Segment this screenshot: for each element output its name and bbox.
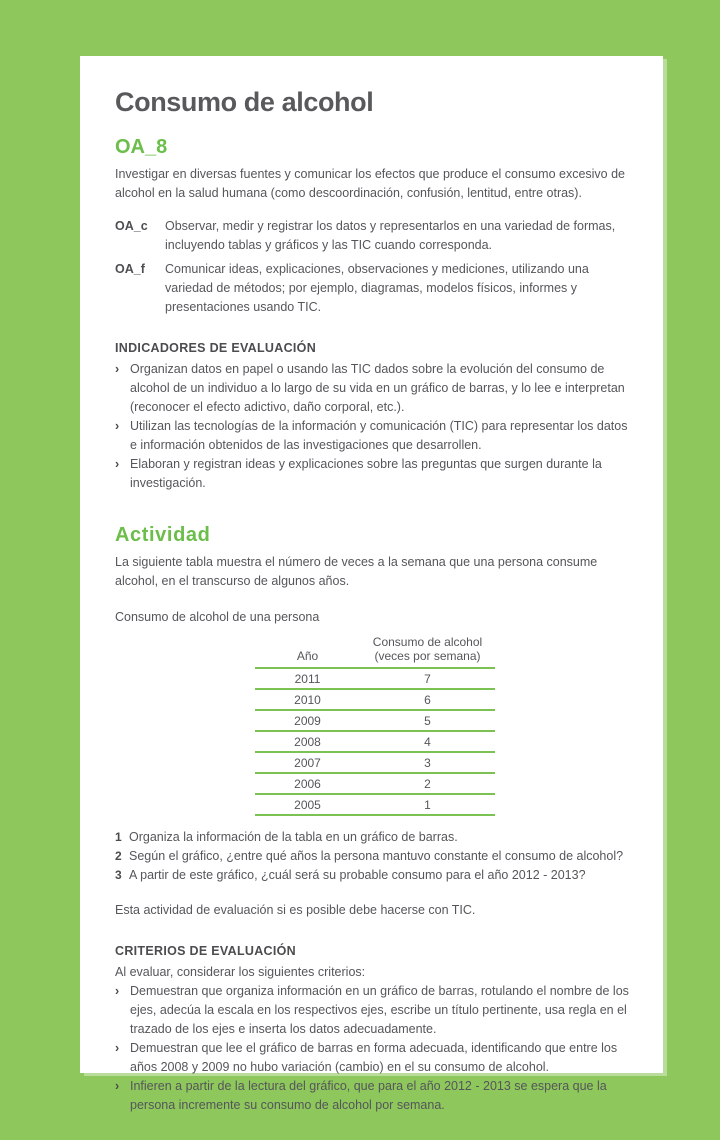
table-caption: Consumo de alcohol de una persona xyxy=(115,610,320,624)
table-row xyxy=(255,773,495,794)
value-cell: 7 xyxy=(360,668,495,689)
bullet-icon: › xyxy=(115,1041,120,1055)
question-text: Según el gráfico, ¿entre qué años la persona mantuvo constante el consumo de alcohol? xyxy=(129,849,624,863)
question-text: A partir de este gráfico, ¿cuál será su probable consumo para el año 2012 - 2013? xyxy=(129,868,586,882)
table-header xyxy=(255,635,495,668)
column-header-consumption xyxy=(360,635,495,668)
criteria-intro: Al evaluar, considerar los siguientes criterios: xyxy=(115,965,366,979)
question-number: 3 xyxy=(115,868,122,882)
value-cell: 1 xyxy=(360,794,495,815)
criteria-list xyxy=(115,982,633,1115)
list-item xyxy=(115,982,633,1039)
activity-heading: Actividad xyxy=(115,524,211,546)
year-cell: 2011 xyxy=(255,668,360,689)
table-row xyxy=(255,710,495,731)
table-row xyxy=(255,752,495,773)
year-cell: 2008 xyxy=(255,731,360,752)
indicator-text: Organizan datos en papel o usando las TIC dados sobre la evolución del consumo de alcohol de un individuo a lo largo de su vida en un gráfico de barras, y lo lee e interpretan (reconocer el efecto adictivo, daño corporal, etc.). xyxy=(130,362,625,414)
criteria-text: Infieren a partir de la lectura del gráfico, que para el año 2012 - 2013 se espera que la persona incremente su consumo de alcohol por semana. xyxy=(130,1079,607,1112)
question-item xyxy=(115,866,633,885)
tic-note: Esta actividad de evaluación si es posible debe hacerse con TIC. xyxy=(115,903,476,917)
oa-item xyxy=(115,260,633,317)
activity-intro: La siguiente tabla muestra el número de veces a la semana que una persona consume alcohol, en el transcurso de algunos años. xyxy=(115,555,598,588)
year-cell: 2007 xyxy=(255,752,360,773)
table-row xyxy=(255,668,495,689)
column-header-line1: Consumo de alcohol xyxy=(372,635,483,649)
list-item xyxy=(115,1039,633,1077)
table-row xyxy=(255,794,495,815)
criteria-heading: CRITERIOS DE EVALUACIÓN xyxy=(115,944,296,958)
oa-item-text: Observar, medir y registrar los datos y representarlos en una variedad de formas, incluyendo tablas y gráficos y las TIC cuando corresponda. xyxy=(165,219,616,252)
value-cell: 4 xyxy=(360,731,495,752)
table-row xyxy=(255,689,495,710)
consumption-table xyxy=(255,635,495,816)
list-item xyxy=(115,1077,633,1115)
indicators-list xyxy=(115,360,633,493)
year-cell: 2010 xyxy=(255,689,360,710)
oa-items-list xyxy=(115,217,633,317)
value-cell: 5 xyxy=(360,710,495,731)
question-number: 1 xyxy=(115,830,122,844)
indicators-heading: INDICADORES DE EVALUACIÓN xyxy=(115,341,317,355)
table-row xyxy=(255,731,495,752)
value-cell: 3 xyxy=(360,752,495,773)
year-cell: 2005 xyxy=(255,794,360,815)
criteria-text: Demuestran que lee el gráfico de barras en forma adecuada, identificando que entre los años 2008 y 2009 no hubo variación (cambio) en el su consumo de alcohol. xyxy=(130,1041,618,1074)
oa-item xyxy=(115,217,633,255)
column-header-line2: (veces por semana) xyxy=(374,649,481,663)
oa-item-code: OA_f xyxy=(115,262,145,276)
list-item xyxy=(115,360,633,417)
value-cell: 2 xyxy=(360,773,495,794)
question-item xyxy=(115,847,633,866)
question-number: 2 xyxy=(115,849,122,863)
year-cell: 2009 xyxy=(255,710,360,731)
year-cell: 2006 xyxy=(255,773,360,794)
bullet-icon: › xyxy=(115,457,120,471)
indicator-text: Elaboran y registran ideas y explicaciones sobre las preguntas que surgen durante la investigación. xyxy=(130,457,602,490)
oa8-heading: OA_8 xyxy=(115,136,168,158)
oa8-description: Investigar en diversas fuentes y comunicar los efectos que produce el consumo excesivo de alcohol en la salud humana (como descoordinación, confusión, lentitud, entre otras). xyxy=(115,167,625,200)
oa-item-text: Comunicar ideas, explicaciones, observaciones y mediciones, utilizando una variedad de métodos; por ejemplo, diagramas, modelos físicos, informes y presentaciones usando TIC. xyxy=(165,262,589,314)
question-item xyxy=(115,828,633,847)
oa-item-code: OA_c xyxy=(115,219,148,233)
list-item xyxy=(115,417,633,455)
document-page xyxy=(80,56,663,1112)
list-item xyxy=(115,455,633,493)
questions-list xyxy=(115,828,633,885)
indicator-text: Utilizan las tecnologías de la información y comunicación (TIC) para representar los datos e información obtenidos de las investigaciones que desarrollen. xyxy=(130,419,628,452)
question-text: Organiza la información de la tabla en un gráfico de barras. xyxy=(129,830,458,844)
value-cell: 6 xyxy=(360,689,495,710)
bullet-icon: › xyxy=(115,1079,120,1093)
bullet-icon: › xyxy=(115,984,120,998)
bullet-icon: › xyxy=(115,362,120,376)
column-header-year: Año xyxy=(255,635,360,668)
page-title: Consumo de alcohol xyxy=(115,87,374,117)
bullet-icon: › xyxy=(115,419,120,433)
criteria-text: Demuestran que organiza información en un gráfico de barras, rotulando el nombre de los ejes, adecúa la escala en los respectivos ejes, escribe un título pertinente, usa regla en el trazado de los ejes e inserta los datos adecuadamente. xyxy=(130,984,629,1036)
